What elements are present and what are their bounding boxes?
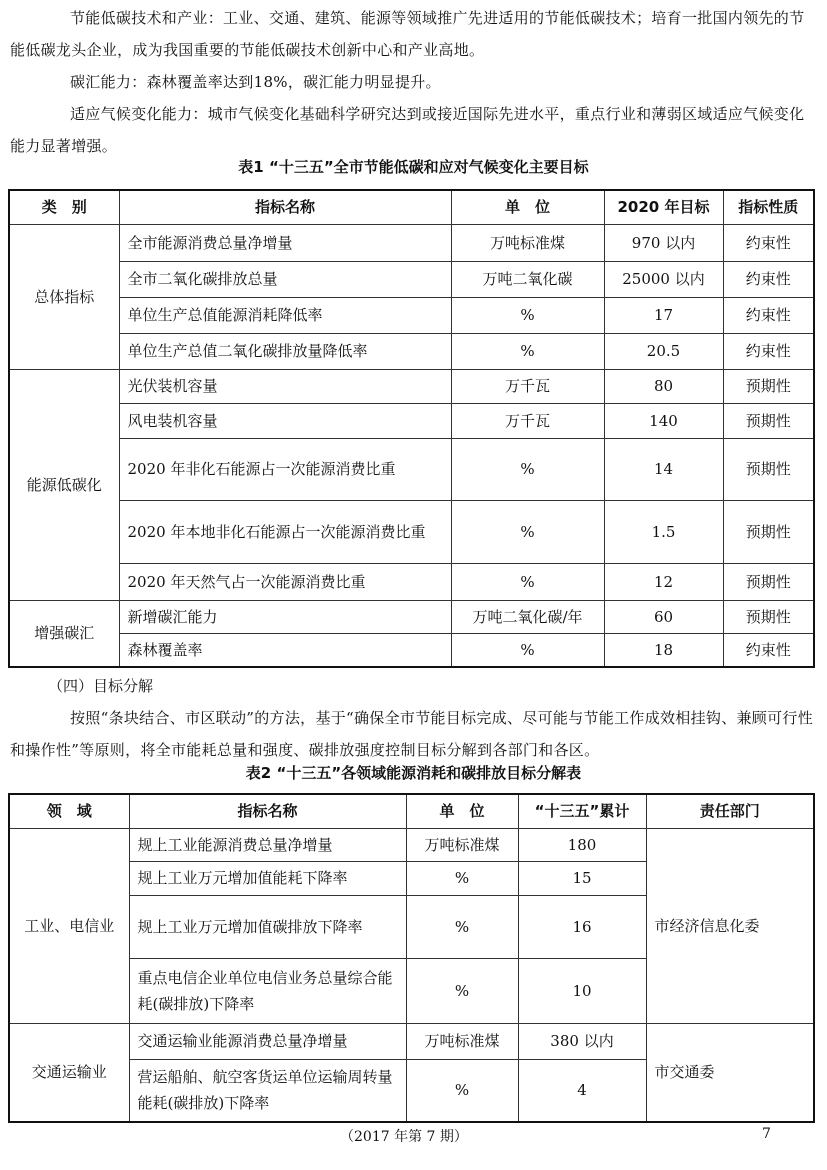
table-cell: 营运船舶、航空客货运单位运输周转量能耗(碳排放)下降率 (129, 1059, 406, 1122)
table-cell: % (451, 500, 604, 563)
table-row (9, 1023, 814, 1059)
category-cell: 能源低碳化 (9, 369, 119, 600)
table-cell: 单位生产总值能源消耗降低率 (119, 297, 451, 333)
table-cell: 10 (518, 958, 646, 1023)
table2-header: 指标名称 (129, 794, 406, 828)
table-row (9, 563, 814, 600)
table-cell: 2020 年非化石能源占一次能源消费比重 (119, 438, 451, 500)
domain-cell: 交通运输业 (9, 1023, 129, 1122)
department-cell: 市经济信息化委 (646, 828, 814, 1023)
table2-header: 单 位 (406, 794, 518, 828)
table-cell: 预期性 (723, 600, 814, 633)
page-number: 7 (762, 1126, 771, 1142)
table-row (9, 369, 814, 403)
category-cell: 增强碳汇 (9, 600, 119, 667)
table-cell: % (406, 958, 518, 1023)
table-cell: % (451, 563, 604, 600)
table-cell: 25000 以内 (604, 261, 723, 297)
table-cell: 约束性 (723, 297, 814, 333)
table-row (9, 828, 814, 861)
table-cell: 1.5 (604, 500, 723, 563)
table-cell: 万吨标准煤 (406, 828, 518, 861)
table-cell: 预期性 (723, 369, 814, 403)
table-cell: % (451, 297, 604, 333)
table2-header: 责任部门 (646, 794, 814, 828)
table1-header: 指标性质 (723, 190, 814, 224)
table-cell: 预期性 (723, 403, 814, 438)
table-cell: % (406, 1059, 518, 1122)
table-cell: 2020 年天然气占一次能源消费比重 (119, 563, 451, 600)
table-cell: 光伏装机容量 (119, 369, 451, 403)
table1-header: 2020 年目标 (604, 190, 723, 224)
table-cell: 380 以内 (518, 1023, 646, 1059)
table-cell: 万吨二氧化碳/年 (451, 600, 604, 633)
table-cell: 20.5 (604, 333, 723, 369)
table-cell: 交通运输业能源消费总量净增量 (129, 1023, 406, 1059)
table-cell: 万吨标准煤 (451, 224, 604, 261)
table-cell: 60 (604, 600, 723, 633)
table-cell: % (406, 895, 518, 958)
table-cell: 12 (604, 563, 723, 600)
table-cell: 森林覆盖率 (119, 633, 451, 667)
table-cell: 万千瓦 (451, 403, 604, 438)
department-cell: 市交通委 (646, 1023, 814, 1122)
table1-header: 类 别 (9, 190, 119, 224)
table-cell: 预期性 (723, 438, 814, 500)
table-cell: 约束性 (723, 633, 814, 667)
table-row (9, 297, 814, 333)
domain-cell: 工业、电信业 (9, 828, 129, 1023)
table-cell: % (451, 333, 604, 369)
table-cell: 万千瓦 (451, 369, 604, 403)
table-cell: 80 (604, 369, 723, 403)
table-cell: 全市二氧化碳排放总量 (119, 261, 451, 297)
table-cell: 万吨二氧化碳 (451, 261, 604, 297)
table-row (9, 633, 814, 667)
table-cell: % (406, 861, 518, 895)
table-cell: 新增碳汇能力 (119, 600, 451, 633)
table-cell: % (451, 633, 604, 667)
table-cell: 单位生产总值二氧化碳排放量降低率 (119, 333, 451, 369)
category-cell: 总体指标 (9, 224, 119, 369)
table-cell: 970 以内 (604, 224, 723, 261)
table1 (8, 189, 815, 668)
paragraph-adaptation: 适应气候变化能力：城市气候变化基础科学研究达到或接近国际先进水平，重点行业和薄弱区域适应气候变化能力显著增强。 (10, 105, 805, 155)
table-cell: 18 (604, 633, 723, 667)
table-row (9, 261, 814, 297)
table-cell: 预期性 (723, 563, 814, 600)
table-cell: 约束性 (723, 333, 814, 369)
paragraph-decomposition: 按照“条块结合、市区联动”的方法，基于“确保全市节能目标完成、尽可能与节能工作成效相挂钩、兼顾可行性和操作性”等原则，将全市能耗总量和强度、碳排放强度控制目标分解到各部门和各区。 (10, 709, 814, 759)
table-row (9, 403, 814, 438)
table-row (9, 333, 814, 369)
table2-header: “十三五”累计 (518, 794, 646, 828)
table-row (9, 224, 814, 261)
table-cell: 预期性 (723, 500, 814, 563)
table-cell: 万吨标准煤 (406, 1023, 518, 1059)
table2-header: 领 域 (9, 794, 129, 828)
table-cell: 规上工业万元增加值碳排放下降率 (129, 895, 406, 958)
paragraph-tech: 节能低碳技术和产业：工业、交通、建筑、能源等领域推广先进适用的节能低碳技术；培育一批国内领先的节能低碳龙头企业，成为我国重要的节能低碳技术创新中心和产业高地。 (10, 9, 805, 59)
table1-header: 单 位 (451, 190, 604, 224)
table-cell: 重点电信企业单位电信业务总量综合能耗(碳排放)下降率 (129, 958, 406, 1023)
section-heading: （四）目标分解 (48, 677, 154, 695)
table1-header: 指标名称 (119, 190, 451, 224)
table-cell: 规上工业能源消费总量净增量 (129, 828, 406, 861)
table-cell: 16 (518, 895, 646, 958)
table-cell: 风电装机容量 (119, 403, 451, 438)
issue-label: （2017 年第 7 期） (340, 1129, 468, 1145)
table-cell: 约束性 (723, 224, 814, 261)
table-cell: % (451, 438, 604, 500)
table-row (9, 438, 814, 500)
table-row (9, 500, 814, 563)
table2-title: 表2 “十三五”各领域能源消耗和碳排放目标分解表 (245, 764, 582, 782)
table-cell: 规上工业万元增加值能耗下降率 (129, 861, 406, 895)
table-cell: 14 (604, 438, 723, 500)
table-cell: 4 (518, 1059, 646, 1122)
table-cell: 全市能源消费总量净增量 (119, 224, 451, 261)
table-cell: 140 (604, 403, 723, 438)
table-cell: 2020 年本地非化石能源占一次能源消费比重 (119, 500, 451, 563)
table-cell: 15 (518, 861, 646, 895)
table2 (8, 793, 815, 1123)
table1-title: 表1 “十三五”全市节能低碳和应对气候变化主要目标 (238, 158, 589, 176)
table-row (9, 600, 814, 633)
table-cell: 约束性 (723, 261, 814, 297)
paragraph-carbon-sink: 碳汇能力：森林覆盖率达到18%，碳汇能力明显提升。 (70, 73, 441, 91)
table-cell: 17 (604, 297, 723, 333)
table-cell: 180 (518, 828, 646, 861)
